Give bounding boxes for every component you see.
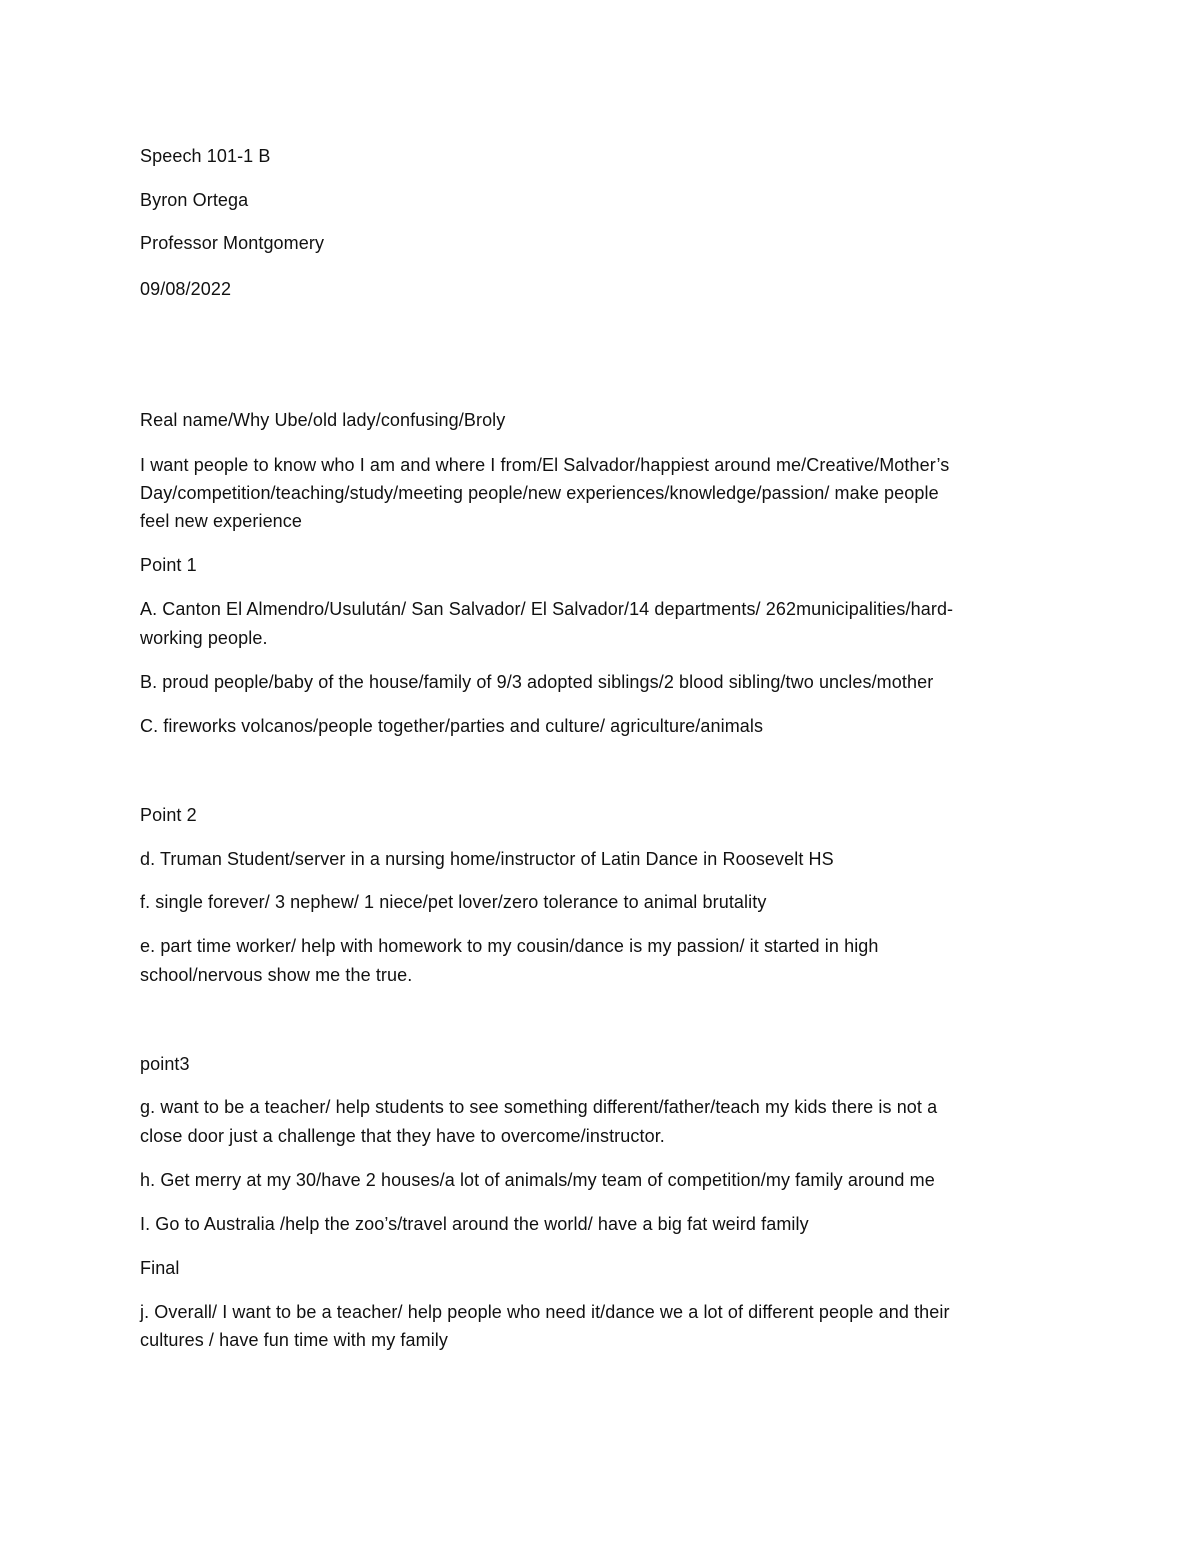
point1-heading: Point 1 bbox=[140, 555, 197, 575]
final-heading: Final bbox=[140, 1258, 180, 1278]
point1-item-a-line-1: A. Canton El Almendro/Usulután/ San Salvador/ El Salvador/14 departments/ 262municipalities/hard- bbox=[140, 599, 954, 619]
point2-item-e-line-1: e. part time worker/ help with homework to my cousin/dance is my passion/ it started in high bbox=[140, 936, 879, 956]
final-item-j-line-2: cultures / have fun time with my family bbox=[140, 1330, 449, 1350]
point2-item-d: d. Truman Student/server in a nursing home/instructor of Latin Dance in Roosevelt HS bbox=[140, 849, 834, 869]
point1-item-c: C. fireworks volcanos/people together/parties and culture/ agriculture/animals bbox=[140, 716, 764, 736]
intro-paragraph-line-1: I want people to know who I am and where I from/El Salvador/happiest around me/Creative/Mother’s bbox=[140, 455, 950, 475]
course-title: Speech 101-1 B bbox=[140, 146, 271, 166]
point2-item-e-line-2: school/nervous show me the true. bbox=[140, 965, 413, 985]
student-name: Byron Ortega bbox=[140, 190, 249, 210]
professor-name: Professor Montgomery bbox=[140, 233, 325, 253]
intro-line: Real name/Why Ube/old lady/confusing/Broly bbox=[140, 410, 506, 430]
document-date: 09/08/2022 bbox=[140, 279, 232, 299]
point3-item-g-line-1: g. want to be a teacher/ help students to see something different/father/teach my kids there is not a bbox=[140, 1097, 938, 1117]
point1-item-b: B. proud people/baby of the house/family of 9/3 adopted siblings/2 blood sibling/two uncles/mother bbox=[140, 672, 934, 692]
point3-item-h: h. Get merry at my 30/have 2 houses/a lot of animals/my team of competition/my family around me bbox=[140, 1170, 935, 1190]
point3-item-i: I. Go to Australia /help the zoo’s/travel around the world/ have a big fat weird family bbox=[140, 1214, 809, 1234]
point3-item-g-line-2: close door just a challenge that they have to overcome/instructor. bbox=[140, 1126, 665, 1146]
point1-item-a-line-2: working people. bbox=[140, 628, 268, 648]
point2-item-f: f. single forever/ 3 nephew/ 1 niece/pet lover/zero tolerance to animal brutality bbox=[140, 892, 767, 912]
intro-paragraph-line-2: Day/competition/teaching/study/meeting people/new experiences/knowledge/passion/ make people bbox=[140, 483, 939, 503]
intro-paragraph-line-3: feel new experience bbox=[140, 511, 303, 531]
final-item-j-line-1: j. Overall/ I want to be a teacher/ help people who need it/dance we a lot of different people and their bbox=[140, 1302, 950, 1322]
point3-heading: point3 bbox=[140, 1054, 190, 1074]
point2-heading: Point 2 bbox=[140, 805, 197, 825]
